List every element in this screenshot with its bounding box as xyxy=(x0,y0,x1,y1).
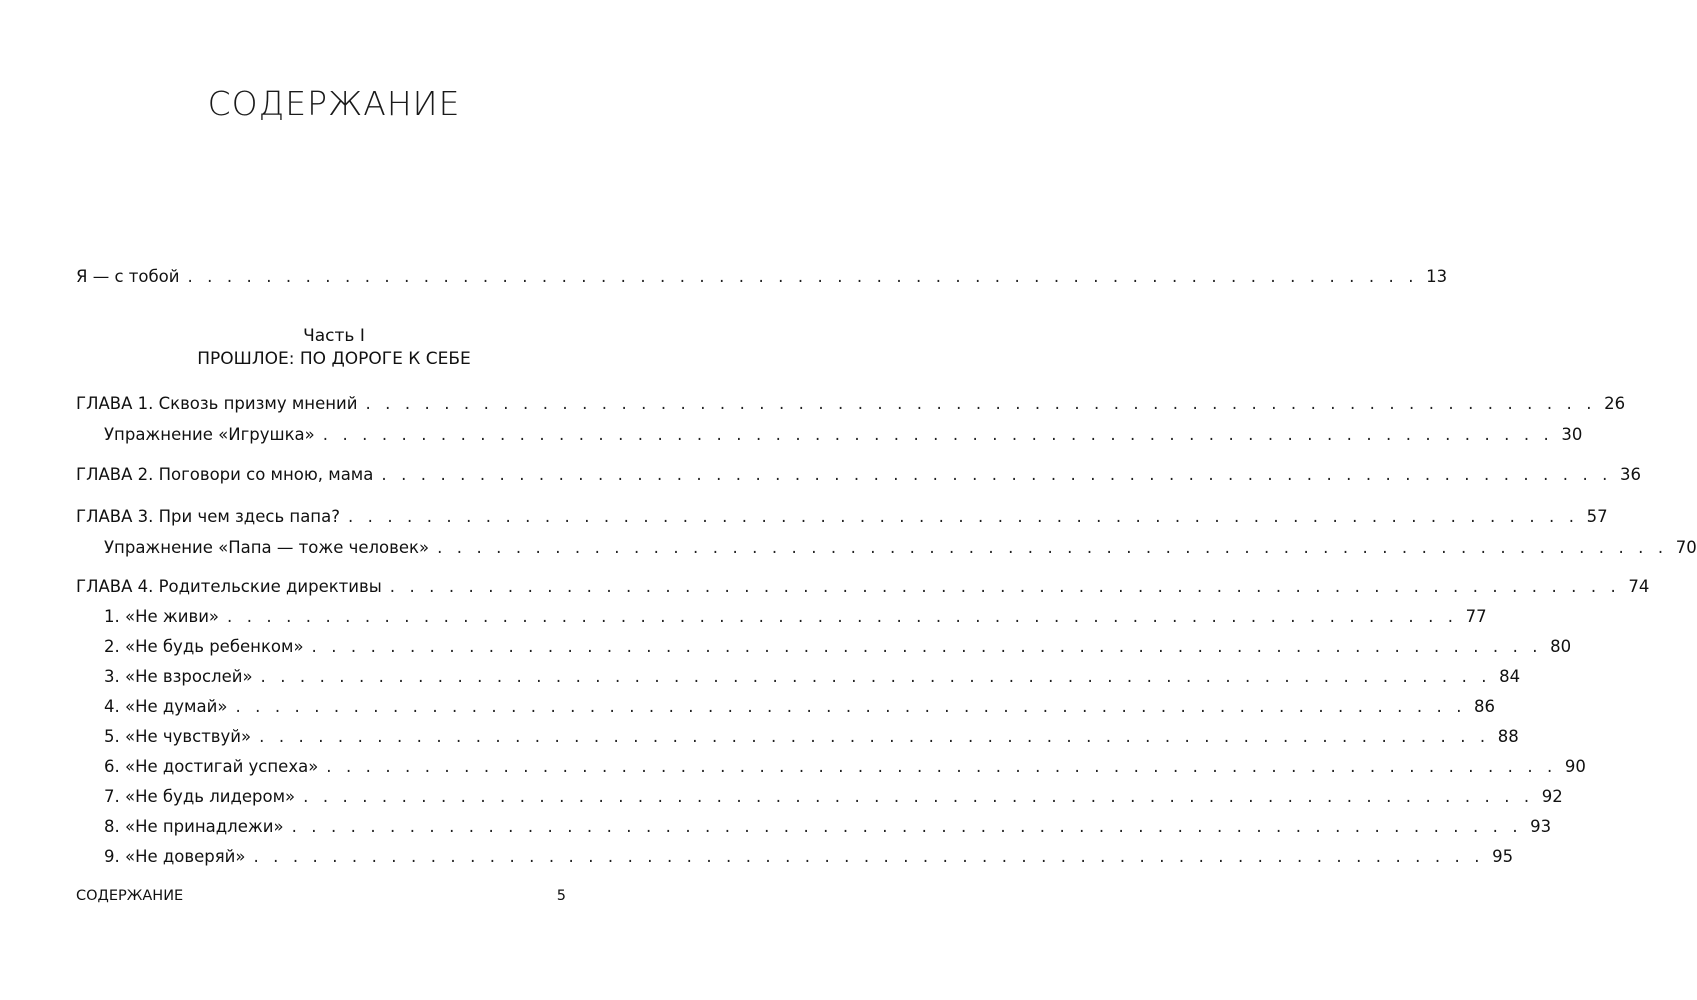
toc-entry-directive-9 xyxy=(104,844,1514,870)
toc-entry-directive-4 xyxy=(104,694,1496,720)
dot-leader: . . . . . . . . . . . . . . . . . . . . . . . . . . . . . . . . . . . . . . . . . . . . . . . . . . . . . . . . . . . . . . . xyxy=(381,465,1612,484)
toc-entry-directive-2 xyxy=(104,634,1572,660)
toc-entry-label: ГЛАВА 3. При чем здесь папа? xyxy=(76,507,340,526)
toc-entry-page: 70 xyxy=(1675,538,1697,557)
toc-entry-label: 7. «Не будь лидером» xyxy=(104,787,296,806)
toc-entry-directive-8 xyxy=(104,814,1552,840)
dot-leader: . . . . . . . . . . . . . . . . . . . . . . . . . . . . . . . . . . . . . . . . . . . . . . . . . . . . . . . . . . . . . . . xyxy=(347,507,1579,526)
part-number: Часть I xyxy=(303,326,365,346)
toc-entry-exercise-2 xyxy=(104,535,1697,561)
toc-entry-chapter-2 xyxy=(76,462,1641,488)
toc-entry-page: 74 xyxy=(1628,577,1650,596)
toc-entry-exercise-1 xyxy=(104,422,1583,448)
dot-leader: . . . . . . . . . . . . . . . . . . . . . . . . . . . . . . . . . . . . . . . . . . . . . . . . . . . . . . . . . . . . . . . xyxy=(187,267,1419,286)
toc-entry-chapter-3 xyxy=(76,504,1608,530)
toc-entry-directive-6 xyxy=(104,754,1586,780)
toc-entry-page: 93 xyxy=(1530,817,1552,836)
toc-entry-label: 3. «Не взрослей» xyxy=(104,667,253,686)
toc-entry-label: ГЛАВА 2. Поговори со мною, мама xyxy=(76,465,374,484)
toc-entry-label: ГЛАВА 1. Сквозь призму мнений xyxy=(76,394,358,413)
toc-entry-page: 36 xyxy=(1619,465,1641,484)
dot-leader: . . . . . . . . . . . . . . . . . . . . . . . . . . . . . . . . . . . . . . . . . . . . . . . . . . . . . . . . . . . . . . . xyxy=(365,394,1597,413)
toc-entry-page: 88 xyxy=(1497,727,1519,746)
toc-entry-directive-3 xyxy=(104,664,1521,690)
toc-entry-intro xyxy=(76,264,1448,290)
dot-leader: . . . . . . . . . . . . . . . . . . . . . . . . . . . . . . . . . . . . . . . . . . . . . . . . . . . . . . . . . . . . . . . xyxy=(389,577,1621,596)
dot-leader: . . . . . . . . . . . . . . . . . . . . . . . . . . . . . . . . . . . . . . . . . . . . . . . . . . . . . . . . . . . . . . . xyxy=(260,667,1492,686)
toc-entry-page: 95 xyxy=(1492,847,1514,866)
toc-entry-label: ГЛАВА 4. Родительские директивы xyxy=(76,577,382,596)
part-title: ПРОШЛОЕ: ПО ДОРОГЕ К СЕБЕ xyxy=(197,349,471,369)
page-footer xyxy=(76,888,566,904)
toc-entry-label: 6. «Не достигай успеха» xyxy=(104,757,319,776)
toc-entry-page: 57 xyxy=(1586,507,1608,526)
toc-entry-page: 80 xyxy=(1550,637,1572,656)
toc-entry-label: 2. «Не будь ребенком» xyxy=(104,637,304,656)
dot-leader: . . . . . . . . . . . . . . . . . . . . . . . . . . . . . . . . . . . . . . . . . . . . . . . . . . . . . . . . . . . . . . . xyxy=(326,757,1557,776)
toc-entry-directive-7 xyxy=(104,784,1563,810)
toc-entry-label: Я — с тобой xyxy=(76,267,180,286)
toc-entry-label: 8. «Не принадлежи» xyxy=(104,817,284,836)
page-number: 5 xyxy=(556,888,566,904)
dot-leader: . . . . . . . . . . . . . . . . . . . . . . . . . . . . . . . . . . . . . . . . . . . . . . . . . . . . . . . . . . . . . . . xyxy=(311,637,1543,656)
toc-entry-label: 9. «Не доверяй» xyxy=(104,847,246,866)
dot-leader: . . . . . . . . . . . . . . . . . . . . . . . . . . . . . . . . . . . . . . . . . . . . . . . . . . . . . . . . . . . . . . . xyxy=(322,425,1554,444)
toc-entry-directive-1 xyxy=(104,604,1487,630)
running-header: СОДЕРЖАНИЕ xyxy=(76,888,184,904)
dot-leader: . . . . . . . . . . . . . . . . . . . . . . . . . . . . . . . . . . . . . . . . . . . . . . . . . . . . . . . . . . . . . . . xyxy=(303,787,1534,806)
dot-leader: . . . . . . . . . . . . . . . . . . . . . . . . . . . . . . . . . . . . . . . . . . . . . . . . . . . . . . . . . . . . . . . xyxy=(259,727,1490,746)
toc-entry-page: 77 xyxy=(1465,607,1487,626)
toc-entry-page: 26 xyxy=(1604,394,1626,413)
toc-entry-page: 92 xyxy=(1541,787,1563,806)
toc-entry-label: Упражнение «Игрушка» xyxy=(104,425,315,444)
dot-leader: . . . . . . . . . . . . . . . . . . . . . . . . . . . . . . . . . . . . . . . . . . . . . . . . . . . . . . . . . . . . . . . xyxy=(235,697,1467,716)
toc-entry-label: 5. «Не чувствуй» xyxy=(104,727,252,746)
toc-entry-page: 86 xyxy=(1474,697,1496,716)
dot-leader: . . . . . . . . . . . . . . . . . . . . . . . . . . . . . . . . . . . . . . . . . . . . . . . . . . . . . . . . . . . . . . . xyxy=(437,538,1668,557)
toc-entry-page: 13 xyxy=(1426,267,1448,286)
page-title: СОДЕРЖАНИЕ xyxy=(207,84,461,123)
dot-leader: . . . . . . . . . . . . . . . . . . . . . . . . . . . . . . . . . . . . . . . . . . . . . . . . . . . . . . . . . . . . . . . xyxy=(227,607,1458,626)
toc-entry-chapter-4 xyxy=(76,574,1650,600)
toc-entry-page: 30 xyxy=(1561,425,1583,444)
toc-entry-chapter-1 xyxy=(76,391,1626,417)
toc-entry-directive-5 xyxy=(104,724,1519,750)
toc-entry-label: Упражнение «Папа — тоже человек» xyxy=(104,538,430,557)
toc-entry-page: 90 xyxy=(1564,757,1586,776)
toc-entry-label: 4. «Не думай» xyxy=(104,697,228,716)
toc-entry-page: 84 xyxy=(1499,667,1521,686)
dot-leader: . . . . . . . . . . . . . . . . . . . . . . . . . . . . . . . . . . . . . . . . . . . . . . . . . . . . . . . . . . . . . . . xyxy=(253,847,1485,866)
dot-leader: . . . . . . . . . . . . . . . . . . . . . . . . . . . . . . . . . . . . . . . . . . . . . . . . . . . . . . . . . . . . . . . xyxy=(291,817,1523,836)
toc-entry-label: 1. «Не живи» xyxy=(104,607,220,626)
